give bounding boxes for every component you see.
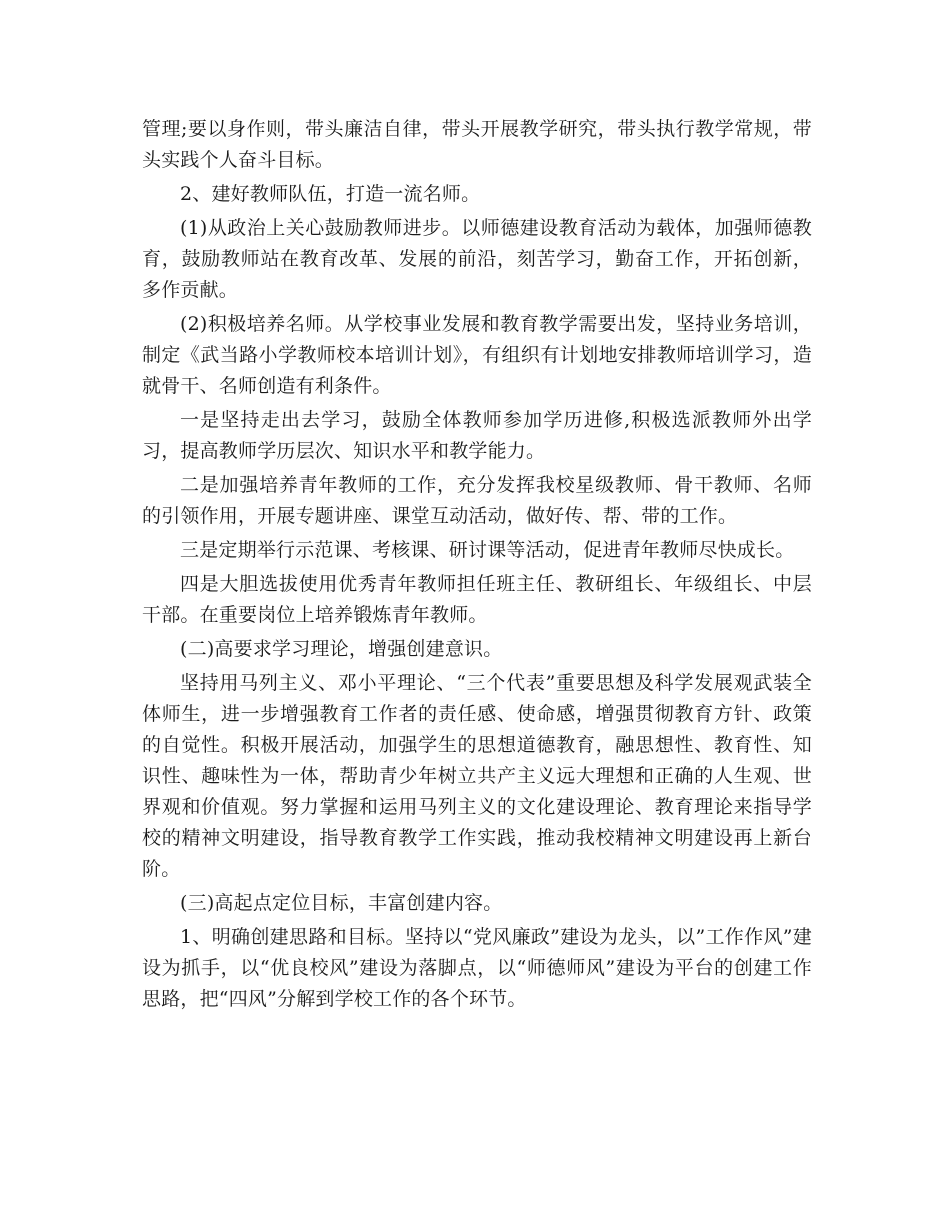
paragraph-9: (二)高要求学习理论，增强创建意识。: [180, 638, 503, 660]
paragraph-3: (1)从政治上关心鼓励教师进步。以师德建设教育活动为载体，加强师德教育，鼓励教师站在教育改革、发展的前沿，刻苦学习，勤奋工作，开拓创新，多作贡献。: [142, 217, 812, 301]
paragraph-5: 一是坚持走出去学习，鼓励全体教师参加学历进修,积极选派教师外出学习，提高教师学历层次、知识水平和教学能力。: [142, 409, 812, 462]
paragraph-11: (三)高起点定位目标，丰富创建内容。: [180, 892, 503, 914]
paragraph-7: 三是定期举行示范课、考核课、研讨课等活动，促进青年教师尽快成长。: [180, 539, 795, 561]
paragraph-10: 坚持用马列主义、邓小平理论、“三个代表”重要思想及科学发展观武装全体师生，进一步增强教育工作者的责任感、使命感，增强贯彻教育方针、政策的自觉性。积极开展活动，加强学生的思想道德教育，融思想性、教育性、知识性、趣味性为一体，帮助青少年树立共产主义远大理想和正确的人生观、世界观和价值观。努力掌握和运用马列主义的文化建设理论、教育理论来指导学校的精神文明建设，指导教育教学工作实践，推动我校精神文明建设再上新台阶。: [142, 672, 812, 880]
paragraph-2: 2、建好教师队伍，打造一流名师。: [180, 183, 481, 205]
paragraph-8: 四是大胆选拔使用优秀青年教师担任班主任、教研组长、年级组长、中层干部。在重要岗位上培养锻炼青年教师。: [142, 573, 812, 626]
paragraph-4: (2)积极培养名师。从学校事业发展和教育教学需要出发，坚持业务培训，制定《武当路小学教师校本培训计划》，有组织有计划地安排教师培训学习，造就骨干、名师创造有利条件。: [142, 313, 812, 397]
paragraph-6: 二是加强培养青年教师的工作，充分发挥我校星级教师、骨干教师、名师的引领作用，开展专题讲座、课堂互动活动，做好传、帮、带的工作。: [142, 474, 812, 527]
paragraph-12: 1、明确创建思路和目标。坚持以“党风廉政”建设为龙头，以”工作作风”建设为抓手，以“优良校风”建设为落脚点，以“师德师风”建设为平台的创建工作思路，把“四风”分解到学校工作的各个环节。: [142, 926, 812, 1010]
paragraph-1: 管理;要以身作则，带头廉洁自律，带头开展教学研究，带头执行教学常规，带头实践个人奋斗目标。: [142, 118, 812, 171]
document-body: [142, 114, 812, 1018]
